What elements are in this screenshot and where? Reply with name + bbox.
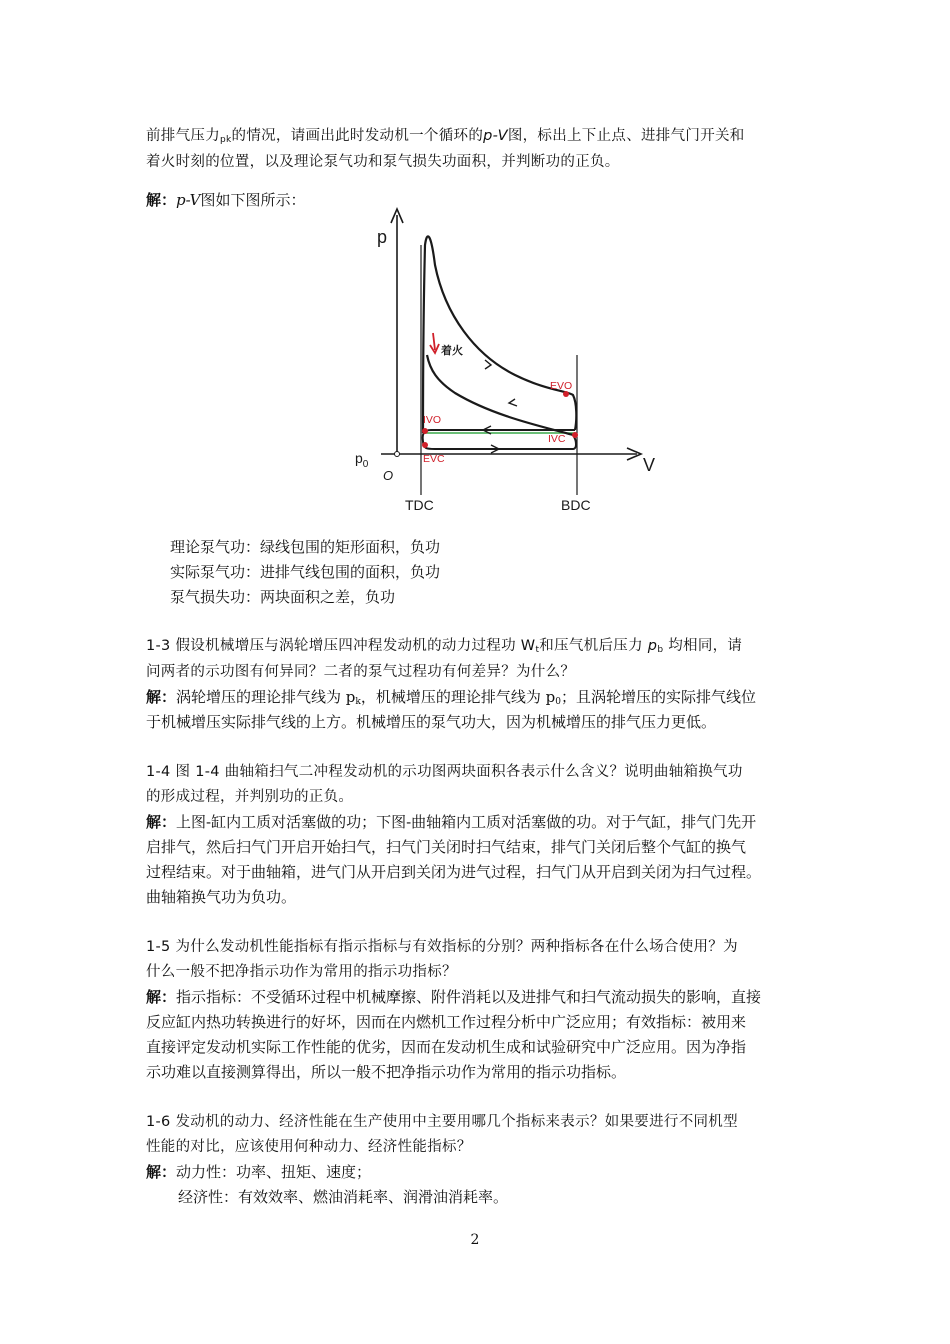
evc-label: EVC	[423, 453, 445, 465]
q13-answer-1: 解：涡轮增压的理论排气线为 $p_k$，机械增压的理论排气线为 $p_0$；且涡轮增压的实际排气线位	[146, 688, 756, 707]
ivc-point	[572, 432, 578, 438]
q15-line-1: 1-5 为什么发动机性能指标有指示指标与有效指标的分别？两种指标各在什么场合使用？为	[146, 939, 738, 955]
p-axis-label: p	[377, 227, 388, 247]
origin-label: O	[383, 468, 394, 483]
answer-pv-line: 解：p-V图如下图所示：	[146, 191, 306, 209]
q14-answer-2: 启排气，然后扫气门开启开始扫气，扫气门关闭时扫气结束，排气门关闭后整个气缸的换气	[146, 838, 747, 856]
q14-answer-1: 解：上图-缸内工质对活塞做的功；下图-曲轴箱内工质对活塞做的功。对于气缸，排气门先开	[146, 813, 757, 831]
intro-line-2: 着火时刻的位置，以及理论泵气功和泵气损失功面积，并判断功的正负。	[146, 154, 620, 170]
q14-answer-4: 曲轴箱换气功为负功。	[146, 888, 297, 906]
ignition-arrow	[433, 333, 435, 350]
v-axis-label: V	[643, 455, 656, 475]
evc-point	[422, 442, 428, 448]
q13-line-1: 1-3 假设机械增压与涡轮增压四冲程发动机的动力过程功 $W_t$和压气机后压力 $p_b$ 均相同，请	[146, 638, 743, 655]
p0-label: $p_0$	[355, 450, 369, 470]
bdc-label: BDC	[561, 497, 591, 513]
q16-line-1: 1-6 发动机的动力、经济性能在生产使用中主要用哪几个指标来表示？如果要进行不同机型	[146, 1114, 738, 1130]
q16-line-2: 性能的对比，应该使用何种动力、经济性能指标？	[146, 1139, 472, 1155]
q16-answer-1: 解：动力性：功率、扭矩、速度；	[146, 1163, 372, 1181]
q13-answer-2: 于机械增压实际排气线的上方。机械增压的泵气功大，因为机械增压的排气压力更低。	[146, 713, 717, 731]
q13-line-2: 问两者的示功图有何异同？二者的泵气过程功有何差异？为什么？	[146, 664, 576, 680]
page-number: 2	[470, 1232, 480, 1248]
expansion-arrow	[485, 360, 491, 369]
q14-answer-3: 过程结束。对于曲轴箱，进气门从开启到关闭为进气过程，扫气门从开启到关闭为扫气过程。	[146, 863, 762, 881]
q15-answer-1: 解：指示指标：不受循环过程中机械摩擦、附件消耗以及进排气和扫气流动损失的影响，直接	[146, 988, 762, 1006]
ivo-point	[422, 428, 428, 434]
tdc-label: TDC	[405, 497, 434, 513]
note-3: 泵气损失功：两块面积之差，负功	[170, 588, 396, 606]
q16-answer-2: 经济性：有效效率、燃油消耗率、润滑油消耗率。	[178, 1188, 509, 1206]
intro-line-1: 前排气压力$_{pk}$的情况，请画出此时发动机一个循环的p-V图，标出上下止点、进排气门开关和	[146, 128, 745, 145]
q14-line-1: 1-4 图 1-4 曲轴箱扫气二冲程发动机的示功图两块面积各表示什么含义？说明曲轴箱换气功	[146, 764, 743, 780]
note-1: 理论泵气功：绿线包围的矩形面积，负功	[170, 538, 441, 556]
q15-answer-3: 直接评定发动机实际工作性能的优劣，因而在发动机生成和试验研究中广泛应用。因为净指	[146, 1038, 747, 1056]
origin-marker	[395, 452, 400, 457]
q15-answer-4: 示功难以直接测算得出，所以一般不把净指示功作为常用的指示功指标。	[146, 1063, 627, 1081]
q15-line-2: 什么一般不把净指示功作为常用的指示功指标？	[146, 964, 457, 980]
q15-answer-2: 反应缸内热功转换进行的好坏，因而在内燃机工作过程分析中广泛应用；有效指标：被用来	[146, 1013, 747, 1031]
ignition-label: 着火	[441, 344, 463, 357]
evo-label: EVO	[550, 380, 573, 392]
compression-arrow	[509, 399, 517, 406]
pv-diagram	[345, 205, 665, 515]
note-2: 实际泵气功：进排气线包围的面积，负功	[170, 563, 441, 581]
q14-line-2: 的形成过程，并判别功的正负。	[146, 789, 354, 805]
ivo-label: IVO	[423, 414, 442, 426]
expansion-curve	[423, 236, 576, 433]
ivc-label: IVC	[548, 433, 566, 445]
